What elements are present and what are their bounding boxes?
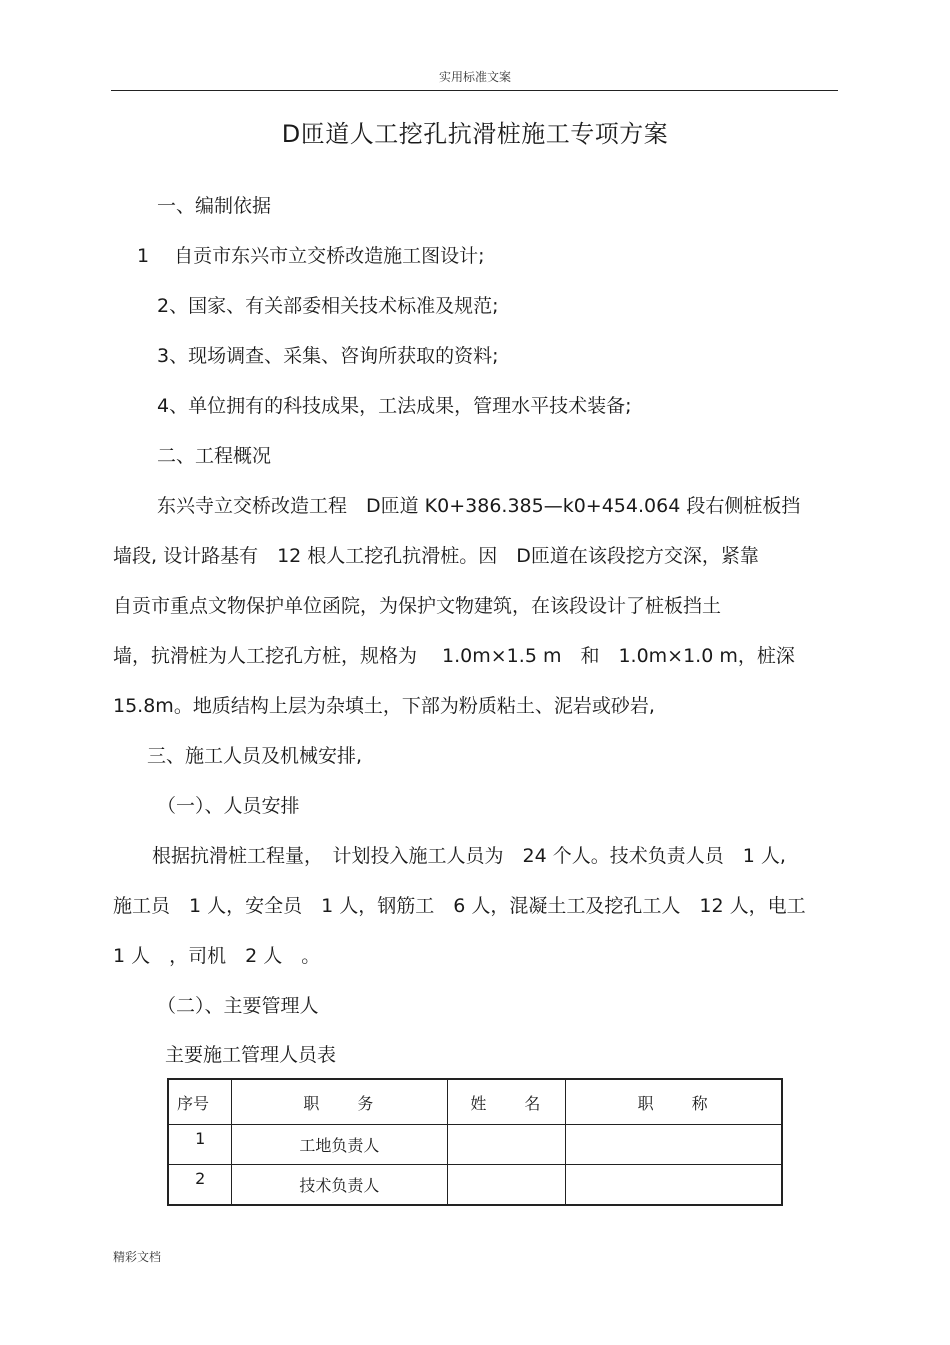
page-header: 实用标准文案 [438,70,511,84]
cell-position: 技术负责人 [232,1165,447,1206]
text-line-s3-p2: 施工员 1 人，安全员 1 人，钢筋工 6 人，混凝土工及挖孔工人 12 人，电工 [113,895,806,917]
cell-title [566,1165,782,1206]
header-name: 姓 名 [447,1079,566,1125]
text-line-s1-item3: 3、现场调查、采集、咨询所获取的资料; [157,345,499,367]
header-position: 职 务 [232,1079,447,1125]
header-title: 职 称 [566,1079,782,1125]
text-line-s1-heading: 一、编制依据 [157,195,272,217]
table-row [168,1125,782,1165]
table-header-row [168,1079,782,1125]
text-line-s2-p5: 15.8m。地质结构上层为杂填土，下部为粉质粘土、泥岩或砂岩, [113,695,655,717]
cell-seq: 1 [168,1125,232,1165]
text-line-s2-p3: 自贡市重点文物保护单位函院，为保护文物建筑，在该段设计了桩板挡土 [113,595,722,617]
text-line-s1-item1: 1 自贡市东兴市立交桥改造施工图设计; [137,245,485,267]
header-divider [111,90,838,91]
text-line-s3-p3: 1 人 ，司机 2 人 。 [113,945,321,967]
text-line-s3-heading: 三、施工人员及机械安排, [147,745,363,767]
text-line-s1-item2: 2、国家、有关部委相关技术标准及规范; [157,295,499,317]
text-line-s3-p1: 根据抗滑桩工程量， 计划投入施工人员为 24 个人。技术负责人员 1 人, [152,845,786,867]
text-line-s2-heading: 二、工程概况 [157,445,272,467]
cell-title [566,1125,782,1165]
cell-seq: 2 [168,1165,232,1206]
text-line-s2-p4: 墙，抗滑桩为人工挖孔方桩，规格为 1.0m×1.5 m 和 1.0m×1.0 m，桩深 [113,645,795,667]
cell-name [447,1125,566,1165]
text-line-s3-sub1: （一）、人员安排 [157,795,300,817]
document-title: D匝道人工挖孔抗滑桩施工专项方案 [281,120,669,148]
text-line-s2-p2: 墙段, 设计路基有 12 根人工挖孔抗滑桩。因 D匝道在该段挖方交深，紧靠 [113,545,759,567]
page-footer: 精彩文档 [113,1250,162,1264]
text-line-s1-item4: 4、单位拥有的科技成果，工法成果，管理水平技术装备; [157,395,632,417]
text-line-s3-sub2: （二）、主要管理人 [157,995,319,1017]
cell-name [447,1165,566,1206]
cell-position: 工地负责人 [232,1125,447,1165]
text-line-s2-p1: 东兴寺立交桥改造工程 D匝道 K0+386.385—k0+454.064 段右侧桩板挡 [157,495,801,517]
table-row [168,1165,782,1206]
staff-table [167,1078,783,1206]
table-caption: 主要施工管理人员表 [165,1044,337,1066]
header-seq: 序号 [168,1079,232,1125]
